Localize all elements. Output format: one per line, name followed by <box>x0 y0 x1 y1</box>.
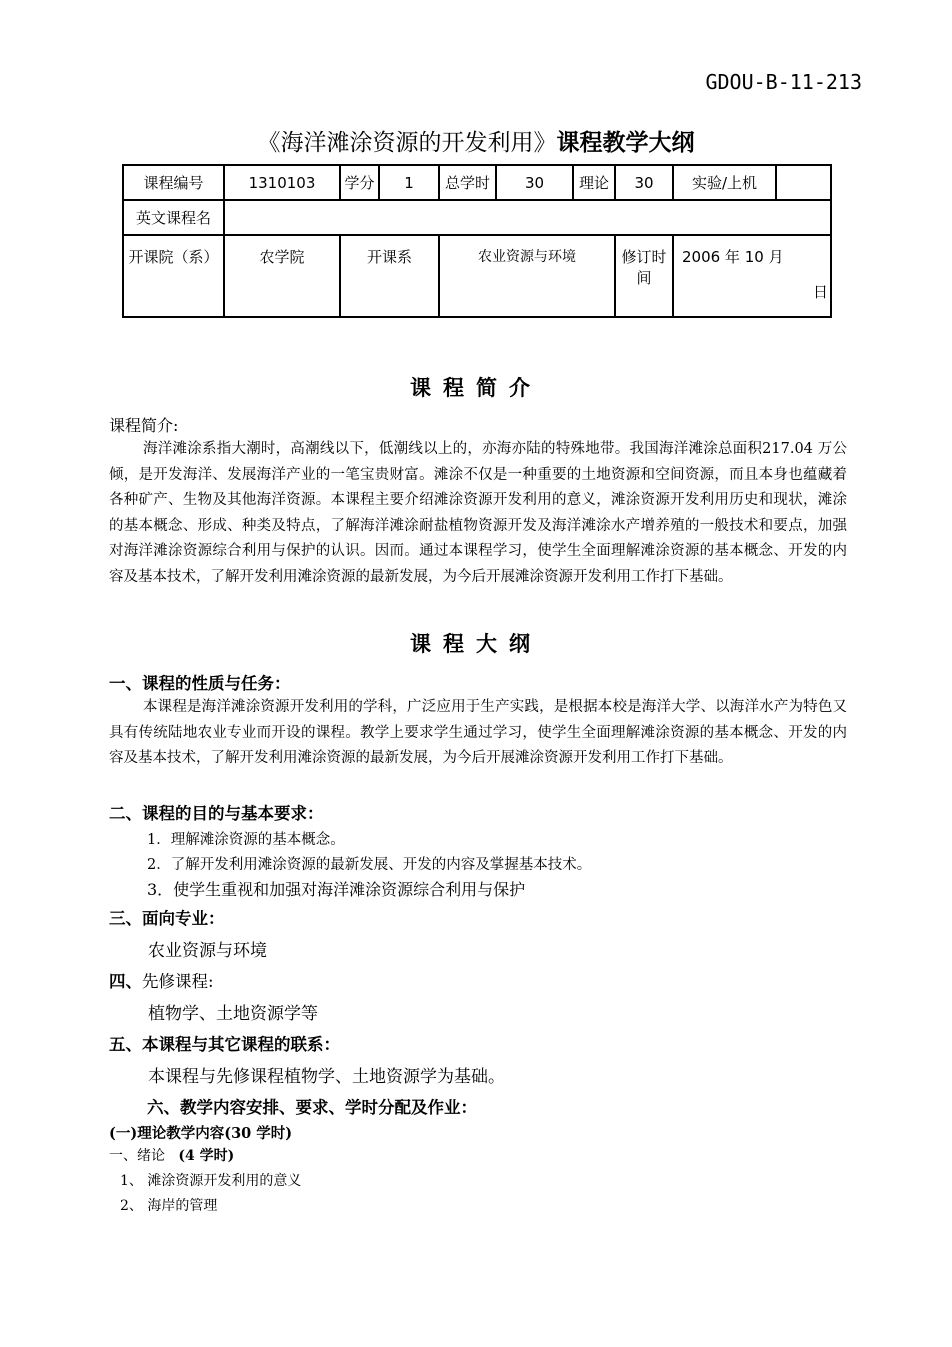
revision-label: 修订时间 <box>615 235 673 317</box>
section-1-heading: 一、课程的性质与任务： <box>109 674 291 693</box>
info-row-college <box>123 235 831 317</box>
course-name-title: 《海洋滩涂资源的开发利用》 <box>257 130 557 156</box>
credit-label: 学分 <box>340 165 379 200</box>
course-no-value: 1310103 <box>224 165 340 200</box>
course-no-label: 课程编号 <box>123 165 224 200</box>
requirement-item-1: 1．理解滩涂资源的基本概念。 <box>147 832 345 848</box>
english-name-value <box>224 200 831 235</box>
lab-hours-value <box>776 165 831 200</box>
dept-label: 开课系 <box>340 235 439 317</box>
info-row-english-name <box>123 200 831 235</box>
chapter-1-hours: (4 学时) <box>178 1148 235 1164</box>
credit-value: 1 <box>379 165 439 200</box>
section-4-number: 四、 <box>109 972 142 991</box>
college-label: 开课院（系） <box>123 235 224 317</box>
course-info-table <box>122 164 832 318</box>
section-4-title: 先修课程: <box>142 972 214 991</box>
document-title <box>0 124 952 157</box>
section-2-heading: 二、课程的目的与基本要求： <box>109 804 324 823</box>
english-name-label: 英文课程名 <box>123 200 224 235</box>
revision-date: 2006 年 10 月 <box>682 248 784 266</box>
intro-paragraph: 海洋滩涂系指大潮时，高潮线以下，低潮线以上的，亦海亦陆的特殊地带。我国海洋滩涂总面积217.04 万公倾，是开发海洋、发展海洋产业的一笔宝贵财富。滩涂不仅是一种重要的土地资源和空间资源，而且本身也蕴藏着各种矿产、生物及其他海洋资源。本课程主要介绍滩涂资源开发利用的意义，滩涂资源开发利用历史和现状，滩涂的基本概念、形成、种类及特点，了解海洋滩涂耐盐植物资源开发及海洋滩涂水产增养殖的一般技术和要点，加强对海洋滩涂资源综合利用与保护的认识。因而。通过本课程学习，使学生全面理解滩涂资源的基本概念、开发的内容及基本技术，了解开发利用滩涂资源的最新发展，为今后开展滩涂资源开发利用工作打下基础。 <box>109 441 847 585</box>
document-code: GDOU-B-11-213 <box>705 70 862 94</box>
chapter-1-item-1: 1、 滩涂资源开发利用的意义 <box>120 1173 302 1189</box>
chapter-1-heading <box>109 1145 234 1165</box>
total-hours-label: 总学时 <box>439 165 496 200</box>
outline-section-title: 课程大纲 <box>410 632 542 656</box>
college-value: 农学院 <box>224 235 340 317</box>
title-suffix: 课程教学大纲 <box>556 130 695 156</box>
lab-label: 实验/上机 <box>673 165 776 200</box>
theory-content-heading: (一)理论教学内容(30 学时) <box>109 1125 293 1142</box>
info-row-basic <box>123 165 831 200</box>
revision-day: 日 <box>812 283 828 301</box>
requirement-item-2: 2．了解开发利用滩涂资源的最新发展、开发的内容及掌握基本技术。 <box>147 857 592 873</box>
requirement-item-3: 3．使学生重视和加强对海洋滩涂资源综合利用与保护 <box>147 880 526 899</box>
intro-label: 课程简介: <box>109 416 179 435</box>
section-4-text: 植物学、土地资源学等 <box>148 1004 318 1024</box>
section-3-text: 农业资源与环境 <box>148 941 267 961</box>
section-1-paragraph: 本课程是海洋滩涂资源开发利用的学科，广泛应用于生产实践，是根据本校是海洋大学、以海洋水产为特色又具有传统陆地农业专业而开设的课程。教学上要求学生通过学习，使学生全面理解滩涂资源的基本概念、开发的内容及基本技术，了解开发利用滩涂资源的最新发展，为今后开展滩涂资源开发利用工作打下基础。 <box>109 699 847 766</box>
theory-hours-value: 30 <box>615 165 673 200</box>
section-4-heading <box>109 968 214 992</box>
intro-section-title: 课程简介 <box>410 376 542 400</box>
revision-date-cell <box>673 235 831 317</box>
section-5-text: 本课程与先修课程植物学、土地资源学为基础。 <box>148 1067 505 1087</box>
section-5-heading: 五、本课程与其它课程的联系： <box>109 1035 340 1054</box>
chapter-1-item-2: 2、 海岸的管理 <box>120 1198 218 1214</box>
chapter-1-title: 一、绪论 <box>109 1148 165 1164</box>
section-6-heading: 六、教学内容安排、要求、学时分配及作业： <box>147 1098 477 1117</box>
total-hours-value: 30 <box>496 165 573 200</box>
theory-label: 理论 <box>573 165 615 200</box>
dept-value: 农业资源与环境 <box>439 235 615 317</box>
section-3-heading: 三、面向专业： <box>109 909 225 928</box>
